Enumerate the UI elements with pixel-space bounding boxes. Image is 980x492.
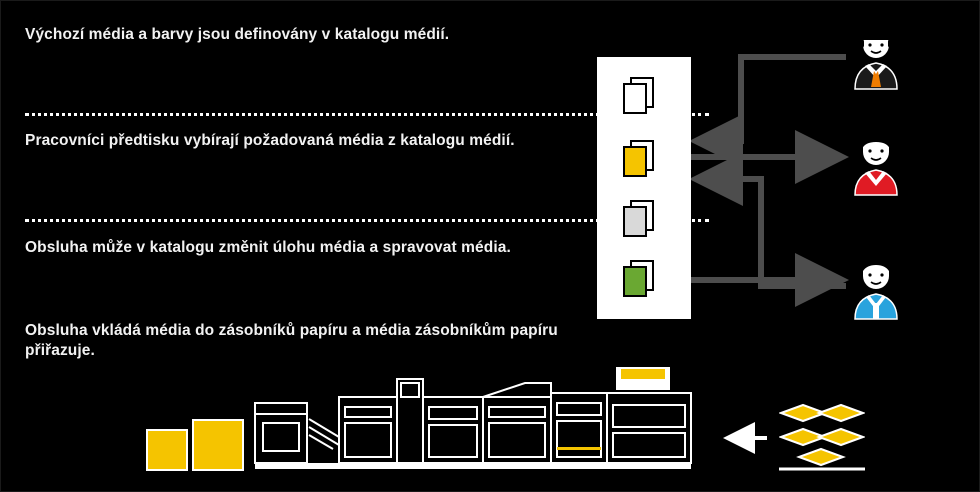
paper-box-left-large: [192, 419, 244, 471]
sheet-yellow[interactable]: [623, 140, 649, 173]
caption-operator-change: Obsluha může v katalogu změnit úlohu média a spravovat média.: [25, 239, 511, 256]
person-prepress-worker: [841, 127, 911, 197]
caption-prepress-select: Pracovníci předtisku vybírají požadovaná média z katalogu médií.: [25, 132, 515, 149]
paper-box-left-small: [146, 429, 188, 471]
printing-press: [247, 367, 699, 471]
person-operator-headset: [841, 21, 911, 91]
paper-pallet-stacks: [779, 399, 865, 471]
caption-operator-load: Obsluha vkládá média do zásobníků papíru a média zásobníkům papíru přiřazuje.: [25, 322, 558, 359]
media-catalog-panel[interactable]: [597, 57, 691, 319]
sheet-green[interactable]: [623, 260, 649, 293]
person-press-operator: [841, 251, 911, 321]
sheet-white-front: [623, 83, 647, 114]
sheet-grey[interactable]: [623, 200, 649, 233]
sheet-yellow-front: [623, 146, 647, 177]
caption-media-defaults: Výchozí média a barvy jsou definovány v katalogu médií.: [25, 26, 450, 43]
sheet-grey-front: [623, 206, 647, 237]
sheet-white[interactable]: [623, 77, 649, 110]
sheet-green-front: [623, 266, 647, 297]
